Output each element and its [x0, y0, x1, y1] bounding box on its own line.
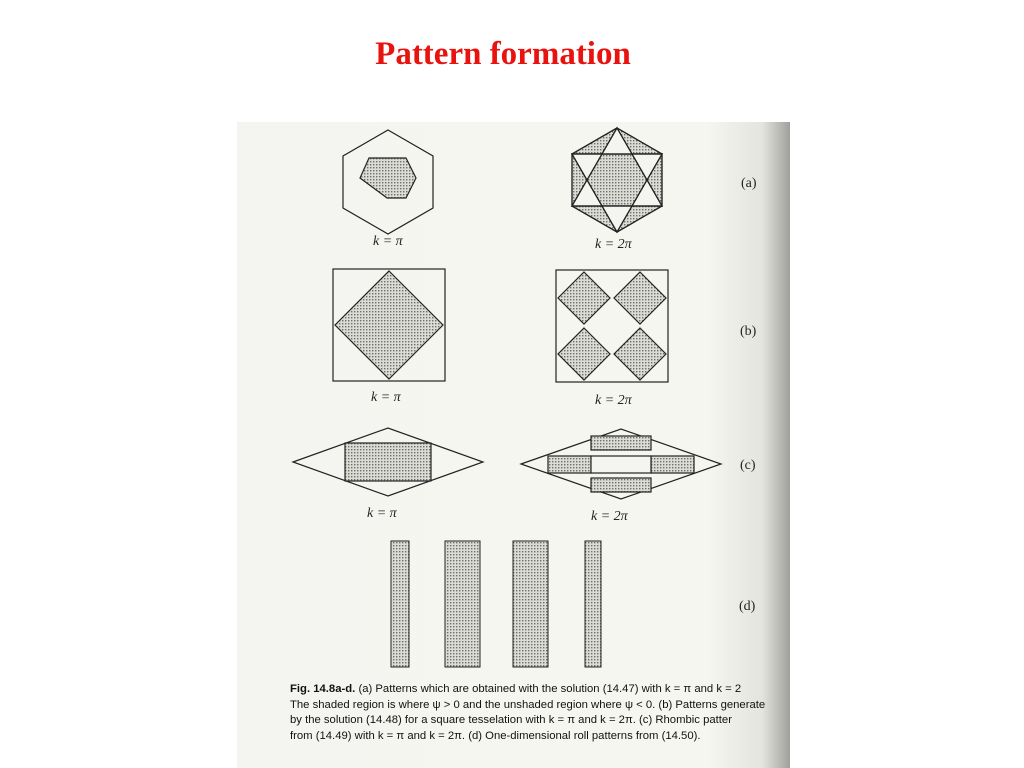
- scanned-figure: [237, 122, 790, 768]
- caption-fig-label: Fig. 14.8a-d.: [290, 683, 356, 695]
- hexagram-pattern-k-2pi: [572, 128, 662, 232]
- rhombic-pattern-k-pi: [293, 428, 483, 496]
- label-c-right: k = 2π: [591, 509, 628, 524]
- hexagon-pattern-k-pi: [343, 130, 433, 234]
- label-b-right: k = 2π: [595, 393, 632, 408]
- rhombic-pattern-k-2pi: [521, 429, 721, 499]
- label-c-left: k = π: [367, 506, 397, 521]
- panel-tag-a: (a): [741, 176, 757, 191]
- panel-tag-b: (b): [740, 324, 757, 339]
- figure-caption: [290, 682, 790, 744]
- caption-line-1: (a) Patterns which are obtained with the solution (14.47) with k = π and k = 2: [358, 683, 742, 695]
- caption-line-3: by the solution (14.48) for a square tesselation with k = π and k = 2π. (c) Rhombic patter: [290, 714, 732, 726]
- panel-tag-c: (c): [740, 458, 756, 473]
- caption-line-4: from (14.49) with k = π and k = 2π. (d) One-dimensional roll patterns from (14.50).: [290, 729, 701, 742]
- caption-line-2: The shaded region is where ψ > 0 and the unshaded region where ψ < 0. (b) Patterns generate: [290, 698, 766, 711]
- roll-pattern: [391, 541, 601, 667]
- panel-tag-d: (d): [739, 599, 756, 614]
- square-pattern-k-pi: [333, 269, 445, 381]
- slide-title: Pattern formation: [375, 36, 631, 72]
- label-a-left: k = π: [373, 234, 403, 249]
- label-b-left: k = π: [371, 390, 401, 405]
- label-a-right: k = 2π: [595, 237, 632, 252]
- figure-drawing: [237, 122, 790, 768]
- square-pattern-k-2pi: [556, 270, 668, 382]
